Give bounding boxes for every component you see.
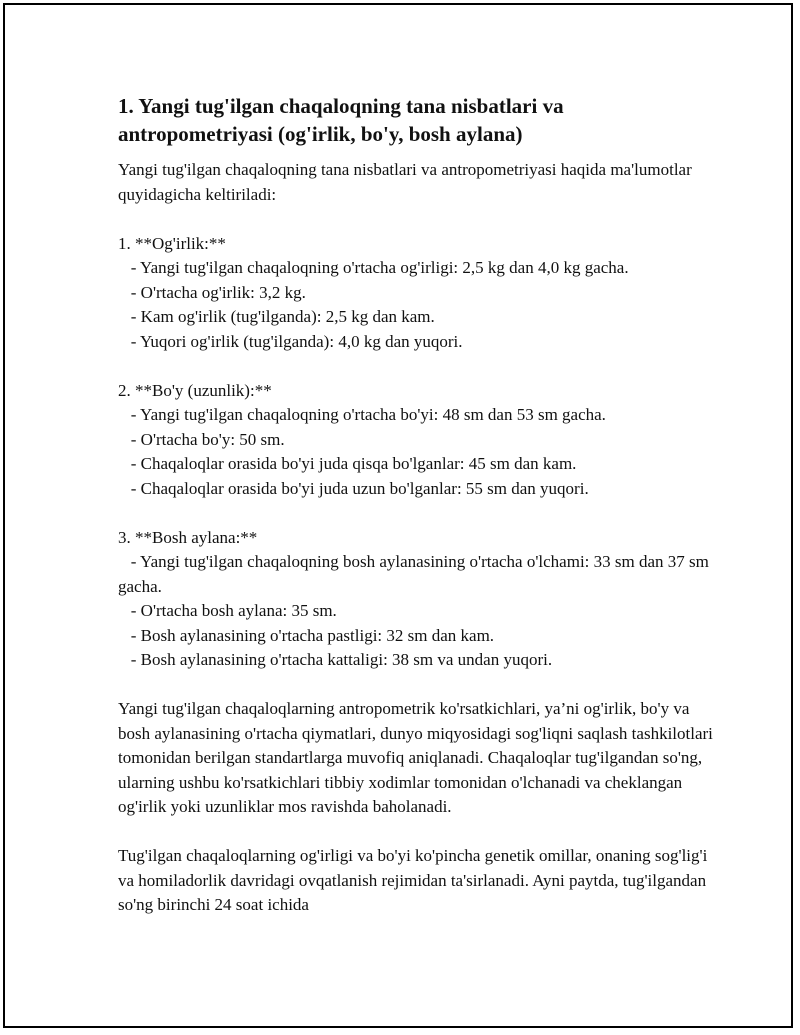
list-item: - O'rtacha bosh aylana: 35 sm. [118, 601, 337, 620]
list-item: - O'rtacha og'irlik: 3,2 kg. [118, 282, 306, 302]
section-heading: 3. **Bosh aylana:** [118, 527, 258, 547]
section-heading: 2. **Bo'y (uzunlik):** [118, 380, 272, 400]
bullet-list [118, 403, 718, 501]
list-item: - Bosh aylanasining o'rtacha kattaligi: 38 sm va undan yuqori. [118, 650, 553, 669]
list-item: - Yuqori og'irlik (tug'ilganda): 4,0 kg dan yuqori. [118, 331, 463, 351]
bullet-list [118, 550, 718, 673]
list-item: - O'rtacha bo'y: 50 sm. [118, 429, 285, 449]
list-item: - Yangi tug'ilgan chaqaloqning o'rtacha og'irligi: 2,5 kg dan 4,0 kg gacha. [118, 258, 629, 277]
section-weight [118, 232, 718, 355]
bullet-list [118, 256, 718, 354]
list-item: - Chaqaloqlar orasida bo'yi juda qisqa bo'lganlar: 45 sm dan kam. [118, 454, 577, 473]
document-title: 1. Yangi tug'ilgan chaqaloqning tana nisbatlari va antropometriyasi (og'irlik, bo'y, bosh aylana) [118, 94, 564, 146]
list-item: - Kam og'irlik (tug'ilganda): 2,5 kg dan kam. [118, 307, 435, 326]
body-paragraph: Tug'ilgan chaqaloqlarning og'irligi va bo'yi ko'pincha genetik omillar, onaning sog'lig'i va homiladorlik davridagi ovqatlanish rejimidan ta'sirlanadi. Ayni paytda, tug'ilgandan so'ng birinchi 24 soat ichida [118, 846, 708, 914]
intro-paragraph: Yangi tug'ilgan chaqaloqning tana nisbatlari va antropometriyasi haqida ma'lumotlar quyidagicha keltiriladi: [118, 160, 692, 204]
list-item: - Yangi tug'ilgan chaqaloqning o'rtacha bo'yi: 48 sm dan 53 sm gacha. [118, 405, 606, 424]
list-item: - Yangi tug'ilgan chaqaloqning bosh aylanasining o'rtacha o'lchami: 33 sm dan 37 sm gacha. [118, 552, 714, 596]
document-body [118, 92, 718, 918]
section-heading: 1. **Og'irlik:** [118, 233, 226, 253]
section-head-circumference [118, 526, 718, 673]
list-item: - Chaqaloqlar orasida bo'yi juda uzun bo'lganlar: 55 sm dan yuqori. [118, 478, 589, 498]
list-item: - Bosh aylanasining o'rtacha pastligi: 32 sm dan kam. [118, 625, 495, 645]
body-paragraph: Yangi tug'ilgan chaqaloqlarning antropometrik ko'rsatkichlari, ya’ni og'irlik, bo'y va bosh aylanasining o'rtacha qiymatlari, dunyo miqyosidagi sog'liqni saqlash tashkilotlari tomonidan berilgan standartlarga muvofiq aniqlanadi. Chaqaloqlar tug'ilgandan so'ng, ularning ushbu ko'rsatkichlari tibbiy xodimlar tomonidan o'lchanadi va cheklangan og'irlik yoki uzunliklar mos ravishda baholanadi. [118, 699, 713, 816]
section-height [118, 379, 718, 502]
